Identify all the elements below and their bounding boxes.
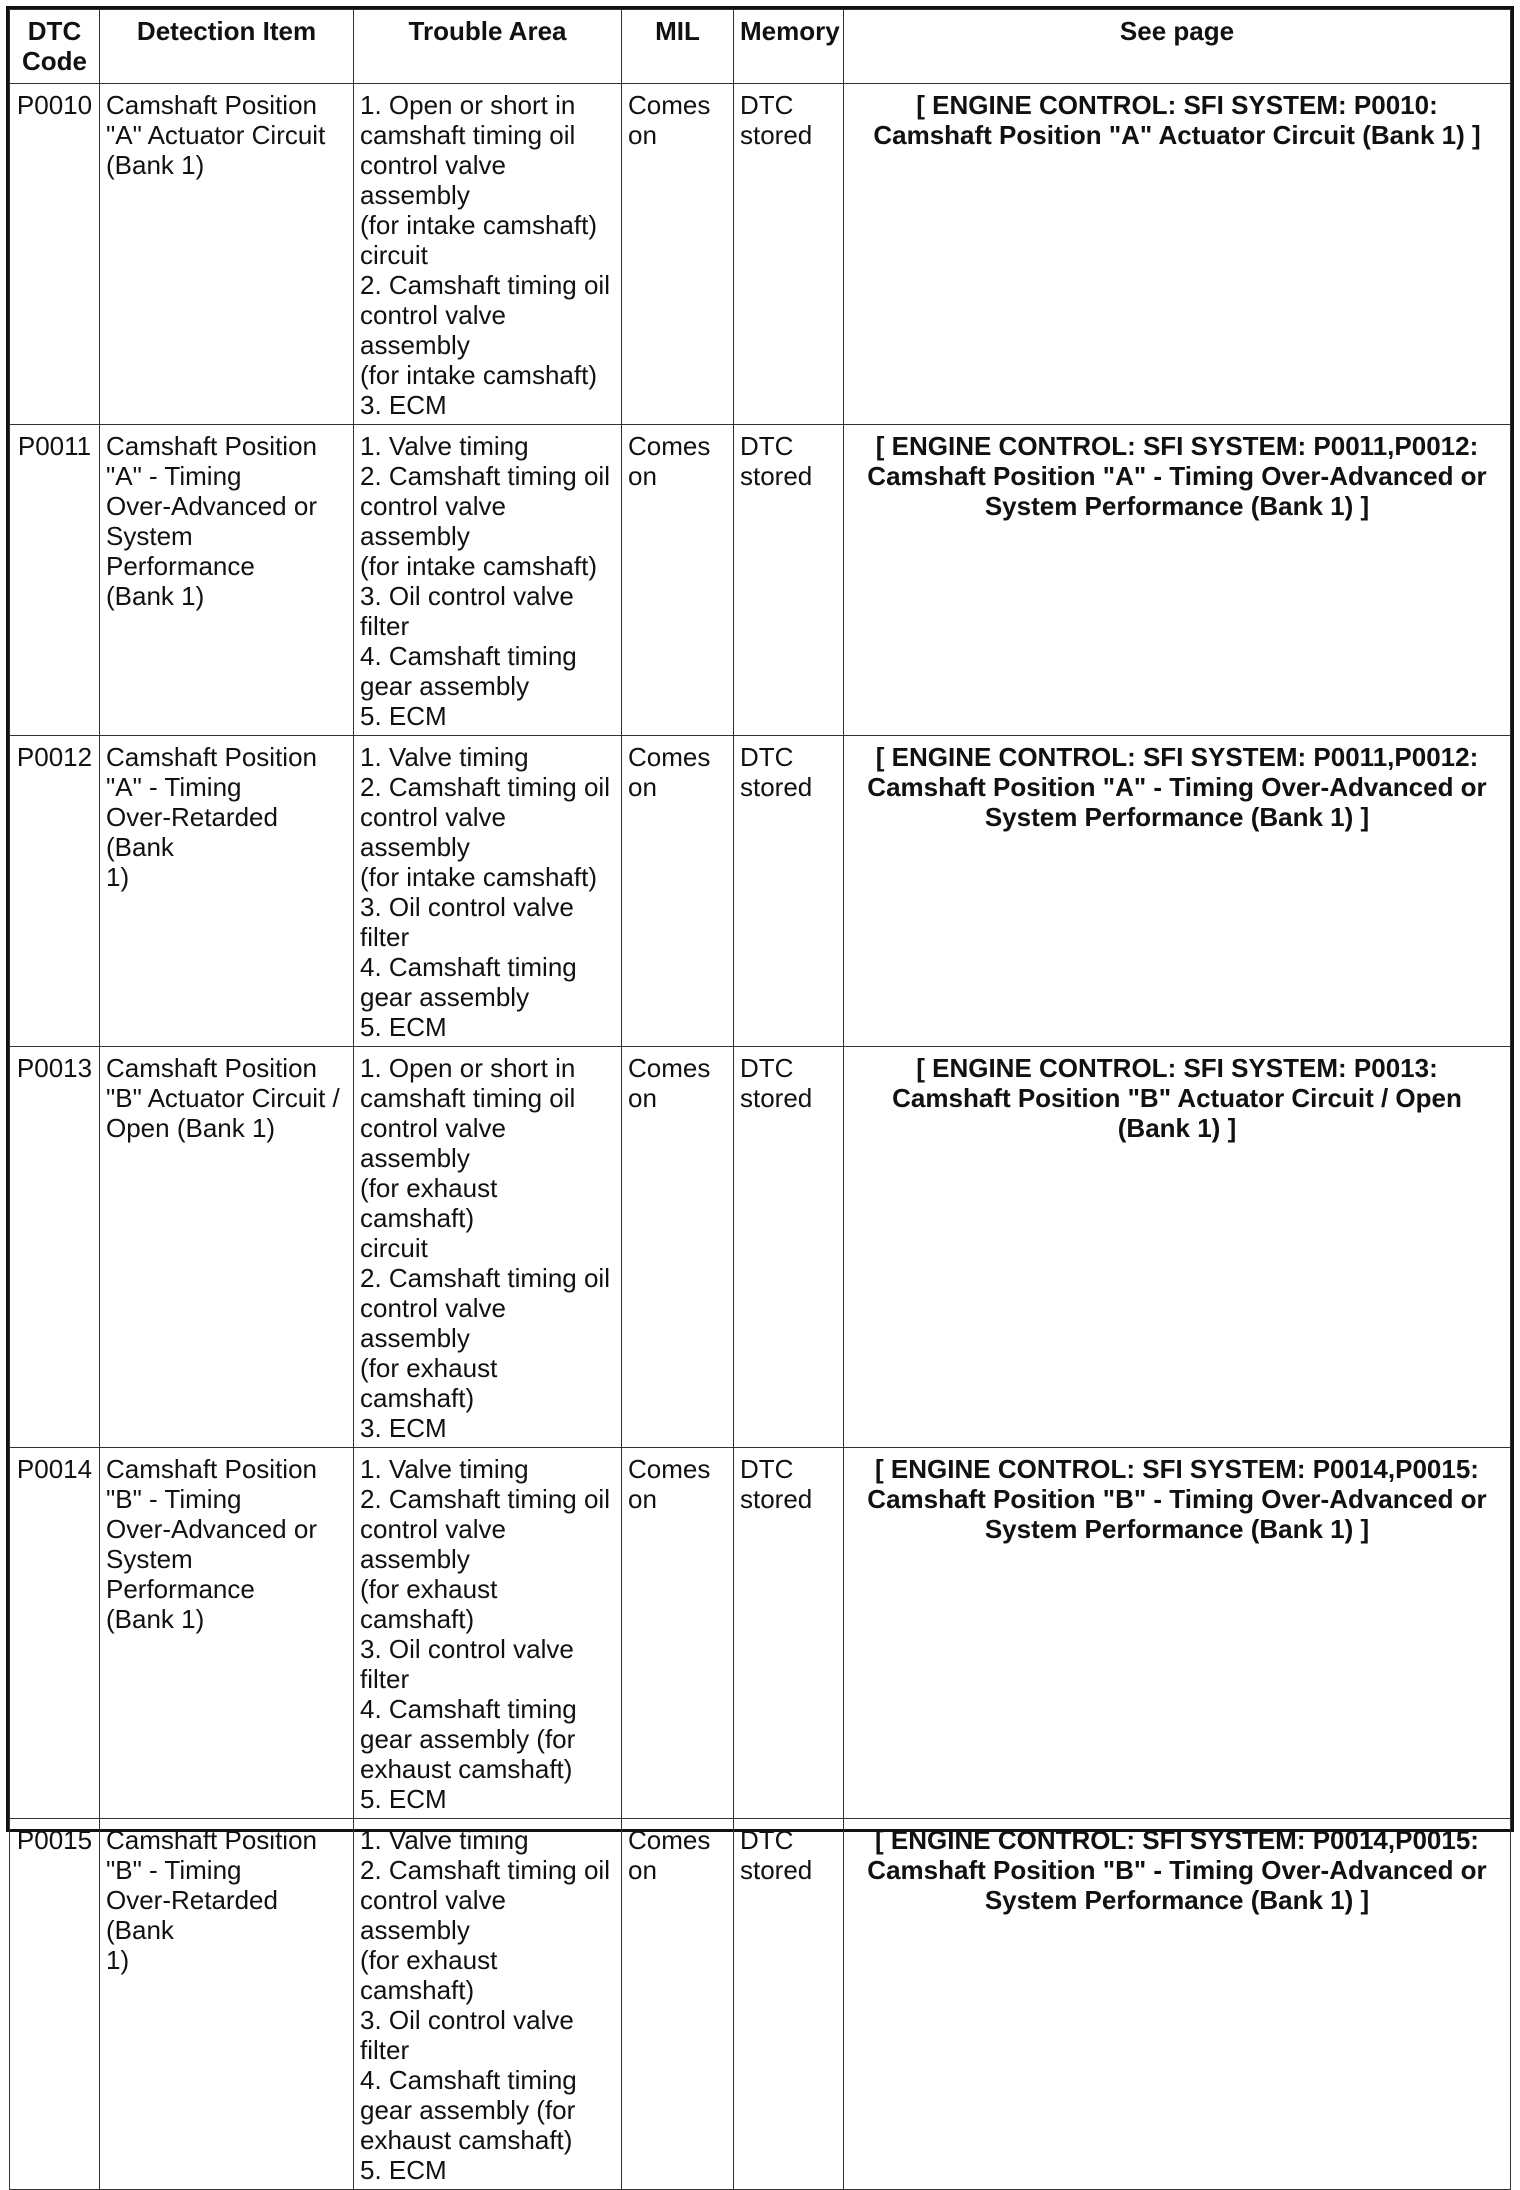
header-mil: MIL [622, 10, 734, 84]
trouble-area: 1. Valve timing 2. Camshaft timing oil control valve assembly (for exhaust camshaft) 3. Oil control valve filter 4. Camshaft timing gear assembly (for exhaust camshaft) 5. ECM [354, 1448, 622, 1819]
see-page-link[interactable]: [ ENGINE CONTROL: SFI SYSTEM: P0011,P0012: Camshaft Position "A" - Timing Over-Advanced or System Performance (Bank 1) ] [844, 425, 1511, 736]
memory-status: DTC stored [734, 84, 844, 425]
detection-item: Camshaft Position "B" - Timing Over-Retarded (Bank 1) [100, 1819, 354, 2190]
table-row [10, 736, 1511, 1047]
dtc-code: P0010 [10, 84, 100, 425]
dtc-table [9, 9, 1511, 2190]
see-page-link[interactable]: [ ENGINE CONTROL: SFI SYSTEM: P0013: Camshaft Position "B" Actuator Circuit / Open (Bank 1) ] [844, 1047, 1511, 1448]
mil-status: Comes on [622, 1047, 734, 1448]
trouble-area: 1. Valve timing 2. Camshaft timing oil control valve assembly (for intake camshaft) 3. Oil control valve filter 4. Camshaft timing gear assembly 5. ECM [354, 736, 622, 1047]
mil-status: Comes on [622, 1819, 734, 2190]
memory-status: DTC stored [734, 1047, 844, 1448]
dtc-code: P0013 [10, 1047, 100, 1448]
mil-status: Comes on [622, 84, 734, 425]
trouble-area: 1. Open or short in camshaft timing oil control valve assembly (for exhaust camshaft) circuit 2. Camshaft timing oil control valve assembly (for exhaust camshaft) 3. ECM [354, 1047, 622, 1448]
header-dtc-code: DTC Code [10, 10, 100, 84]
dtc-table-sheet [6, 6, 1514, 2185]
table-row [10, 425, 1511, 736]
table-row [10, 1047, 1511, 1448]
see-page-link[interactable]: [ ENGINE CONTROL: SFI SYSTEM: P0010: Camshaft Position "A" Actuator Circuit (Bank 1) ] [844, 84, 1511, 425]
dtc-code: P0011 [10, 425, 100, 736]
memory-status: DTC stored [734, 736, 844, 1047]
header-trouble-area: Trouble Area [354, 10, 622, 84]
memory-status: DTC stored [734, 1448, 844, 1819]
table-header-row [10, 10, 1511, 84]
table-row [10, 1448, 1511, 1819]
detection-item: Camshaft Position "A" Actuator Circuit (Bank 1) [100, 84, 354, 425]
memory-status: DTC stored [734, 1819, 844, 2190]
table-row [10, 84, 1511, 425]
detection-item: Camshaft Position "A" - Timing Over-Advanced or System Performance (Bank 1) [100, 425, 354, 736]
header-memory: Memory [734, 10, 844, 84]
dtc-code: P0014 [10, 1448, 100, 1819]
detection-item: Camshaft Position "B" Actuator Circuit / Open (Bank 1) [100, 1047, 354, 1448]
mil-status: Comes on [622, 1448, 734, 1819]
trouble-area: 1. Valve timing 2. Camshaft timing oil control valve assembly (for exhaust camshaft) 3. Oil control valve filter 4. Camshaft timing gear assembly (for exhaust camshaft) 5. ECM [354, 1819, 622, 2190]
header-see-page: See page [844, 10, 1511, 84]
see-page-link[interactable]: [ ENGINE CONTROL: SFI SYSTEM: P0011,P0012: Camshaft Position "A" - Timing Over-Advanced or System Performance (Bank 1) ] [844, 736, 1511, 1047]
trouble-area: 1. Valve timing 2. Camshaft timing oil control valve assembly (for intake camshaft) 3. Oil control valve filter 4. Camshaft timing gear assembly 5. ECM [354, 425, 622, 736]
detection-item: Camshaft Position "B" - Timing Over-Advanced or System Performance (Bank 1) [100, 1448, 354, 1819]
dtc-code: P0015 [10, 1819, 100, 2190]
table-row [10, 1819, 1511, 2190]
detection-item: Camshaft Position "A" - Timing Over-Retarded (Bank 1) [100, 736, 354, 1047]
memory-status: DTC stored [734, 425, 844, 736]
trouble-area: 1. Open or short in camshaft timing oil control valve assembly (for intake camshaft) circuit 2. Camshaft timing oil control valve assembly (for intake camshaft) 3. ECM [354, 84, 622, 425]
see-page-link[interactable]: [ ENGINE CONTROL: SFI SYSTEM: P0014,P0015: Camshaft Position "B" - Timing Over-Advanced or System Performance (Bank 1) ] [844, 1448, 1511, 1819]
see-page-link[interactable]: [ ENGINE CONTROL: SFI SYSTEM: P0014,P0015: Camshaft Position "B" - Timing Over-Advanced or System Performance (Bank 1) ] [844, 1819, 1511, 2190]
dtc-code: P0012 [10, 736, 100, 1047]
header-detection-item: Detection Item [100, 10, 354, 84]
mil-status: Comes on [622, 736, 734, 1047]
mil-status: Comes on [622, 425, 734, 736]
